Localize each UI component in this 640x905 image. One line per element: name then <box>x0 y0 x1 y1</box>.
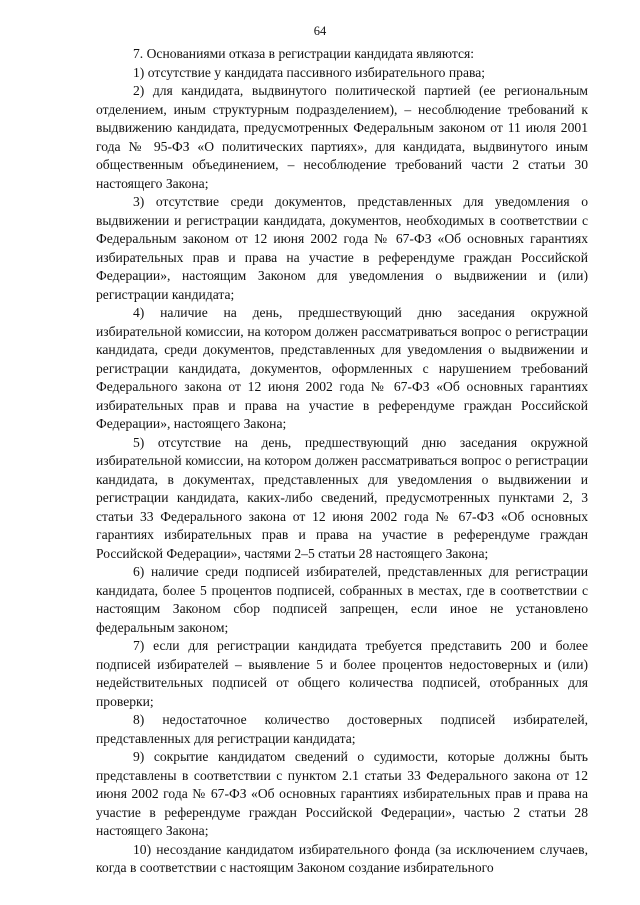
paragraph-item-10: 10) несоздание кандидатом избирательного фонда (за исключением случаев, когда в соответствии с настоящим Законом создание избирательного <box>96 841 588 875</box>
paragraph-item-1: 1) отсутствие у кандидата пассивного избирательного права; <box>133 64 486 80</box>
paragraph-intro: 7. Основаниями отказа в регистрации кандидата являются: <box>133 46 475 61</box>
paragraph-item-5: 5) отсутствие на день, предшествующий дню заседания окружной избирательной комиссии, на котором должен рассматриваться вопрос о регистрации кандидата, в документах, представленных для уведомления о выдвижении и регистрации кандидата, каких-либо сведений, предусмотренных пунктами 2, 3 статьи 33 Федерального закона от 12 июня 2002 года № 67-ФЗ «Об основных гарантиях избирательных прав и права на участие в референдуме граждан Российской Федерации», частями 2–5 статьи 28 настоящего Закона; <box>96 434 588 561</box>
paragraph-item-7: 7) если для регистрации кандидата требуется представить 200 и более подписей избирателей – выявление 5 и более процентов недостоверных и (или) недействительных подписей от общего количества подписей, отобранных для проверки; <box>96 638 588 709</box>
paragraph-item-4: 4) наличие на день, предшествующий дню заседания окружной избирательной комиссии, на котором должен рассматриваться вопрос о регистрации кандидата, среди документов, представленных для уведомления о выдвижении и регистрации кандидата, документов, оформленных с нарушением требований Федерального закона от 12 июня 2002 года № 67-ФЗ «Об основных гарантиях избирательных прав и права на участие в референдуме граждан Российской Федерации», настоящего Закона; <box>96 305 588 431</box>
paragraph-item-6: 6) наличие среди подписей избирателей, представленных для регистрации кандидата, более 5 процентов подписей, собранных в местах, где в соответствии с настоящим Законом сбор подписей запрещен, если иное не установлено федеральным законом; <box>96 564 588 635</box>
paragraph-item-2: 2) для кандидата, выдвинутого политической партией (ее региональным отделением, иным структурным подразделением), – несоблюдение требований к выдвижению кандидата, предусмотренных Федеральным законом от 11 июля 2001 года № 95-ФЗ «О политических партиях», для кандидата, выдвинутого иным общественным объединением, – несоблюдение требований части 2 статьи 30 настоящего Закона; <box>96 83 588 191</box>
paragraph-item-3: 3) отсутствие среди документов, представленных для уведомления о выдвижении и регистрации кандидата, документов, необходимых в соответствии с Федеральным законом от 12 июня 2002 года № 67-ФЗ «Об основных гарантиях избирательных прав и права на участие в референдуме граждан Российской Федерации», настоящим Законом для уведомления о выдвижении и (или) регистрации кандидата; <box>96 194 588 302</box>
document-body <box>96 45 588 878</box>
paragraph-item-8: 8) недостаточное количество достоверных подписей избирателей, представленных для регистрации кандидата; <box>96 712 588 746</box>
paragraph-item-9: 9) сокрытие кандидатом сведений о судимости, которые должны быть представлены в соответствии с пунктом 2.1 статьи 33 Федерального закона от 12 июня 2002 года № 67-ФЗ «Об основных гарантиях избирательных прав и права на участие в референдуме граждан Российской Федерации», частью 2 статьи 28 настоящего Закона; <box>96 749 588 838</box>
page-number: 64 <box>313 24 327 38</box>
